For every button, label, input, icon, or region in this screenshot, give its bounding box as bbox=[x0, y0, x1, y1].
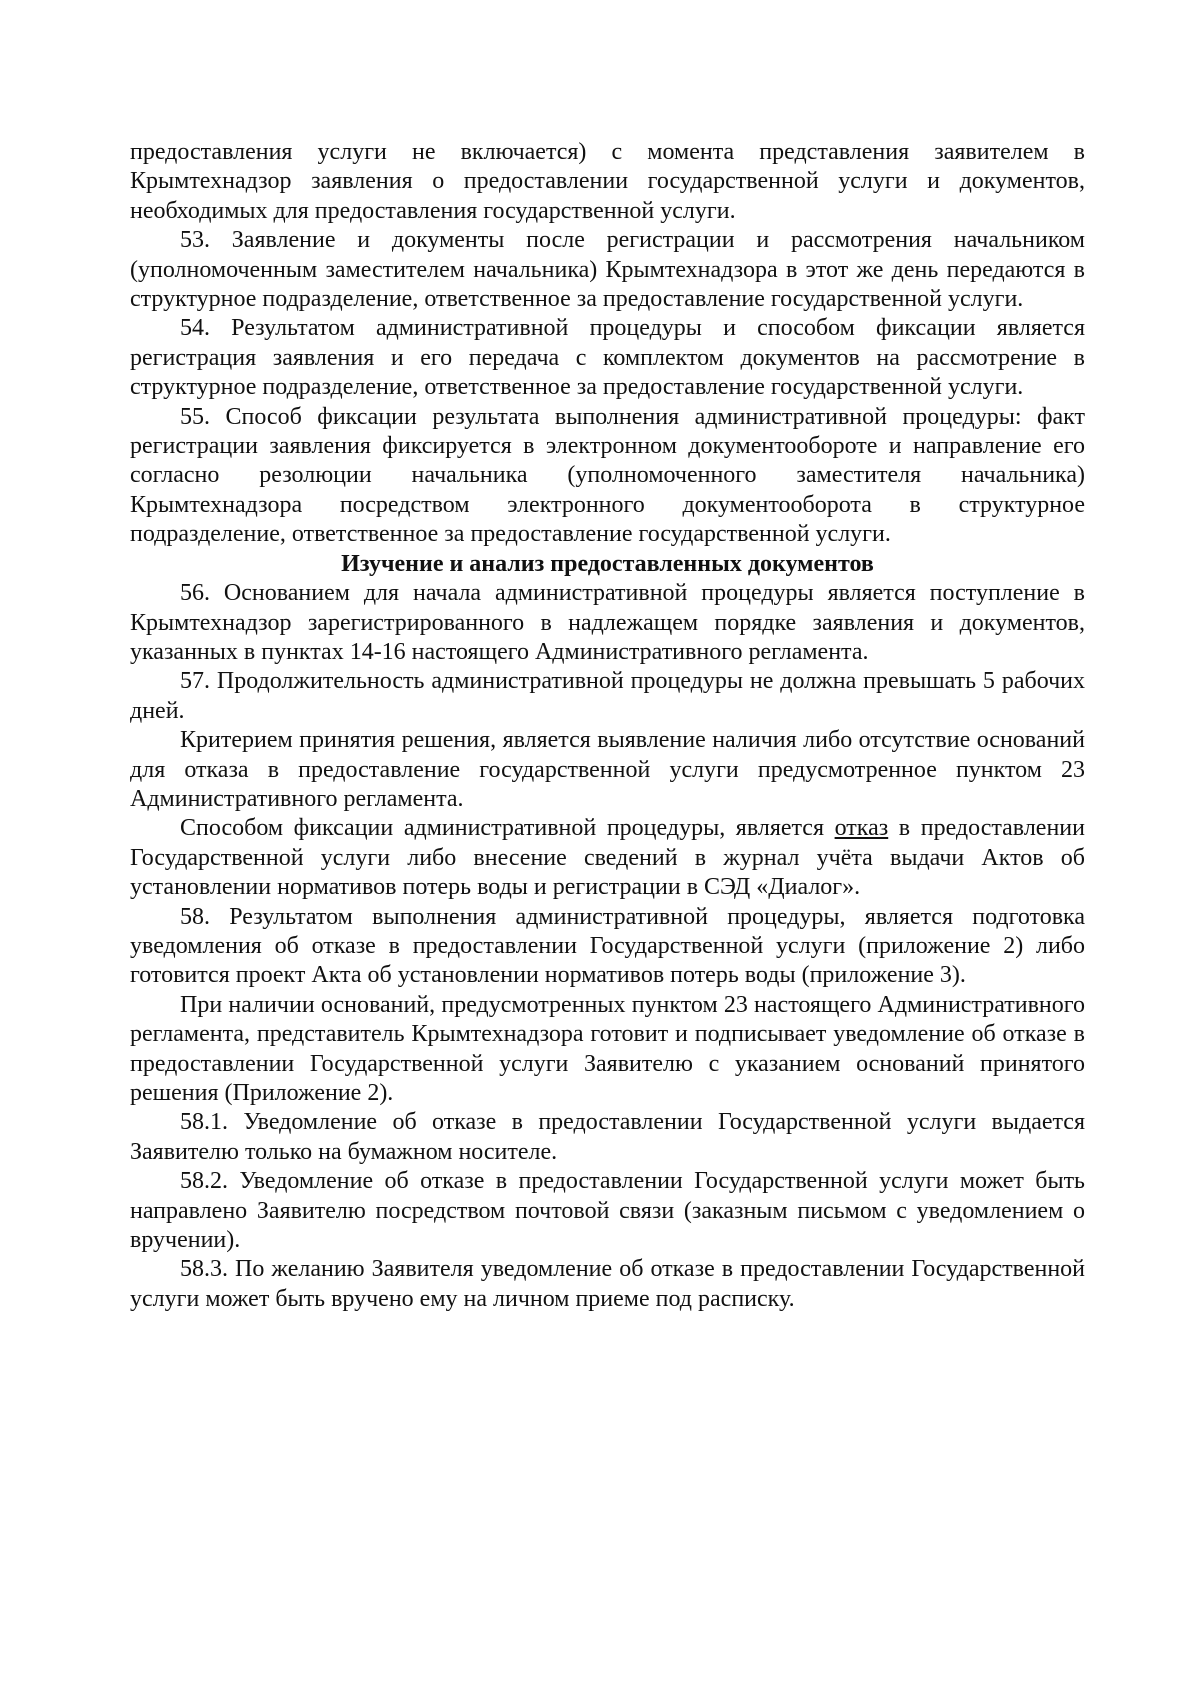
document-page bbox=[130, 138, 1085, 1314]
section-heading: Изучение и анализ предоставленных документов bbox=[341, 550, 874, 577]
paragraph-56: 56. Основанием для начала административной процедуры является поступление в Крымтехнадзор зарегистрированного в надлежащем порядке заявления и документов, указанных в пунктах 14-16 настоящего Административного регламента. bbox=[130, 580, 1085, 665]
fixation-text-before: Способом фиксации административной процедуры, является bbox=[180, 815, 835, 842]
paragraph-58: 58. Результатом выполнения административной процедуры, является подготовка уведомления об отказе в предоставлении Государственной услуги (приложение 2) либо готовится проект Акта об установлении нормативов потерь воды (приложение 3). bbox=[130, 903, 1085, 989]
paragraph-58-2: 58.2. Уведомление об отказе в предоставлении Государственной услуги может быть направлено Заявителю посредством почтовой связи (заказным письмом с уведомлением о вручении). bbox=[130, 1168, 1085, 1254]
paragraph-58-1: 58.1. Уведомление об отказе в предоставлении Государственной услуги выдается Заявителю только на бумажном носителе. bbox=[130, 1109, 1085, 1165]
paragraph-53: 53. Заявление и документы после регистрации и рассмотрения начальником (уполномоченным заместителем начальника) Крымтехнадзора в этот же день передаются в структурное подразделение, ответственное за предоставление государственной услуги. bbox=[130, 227, 1085, 313]
paragraph-continuation: предоставления услуги не включается) с момента представления заявителем в Крымтехнадзор заявления о предоставлении государственной услуги и документов, необходимых для предоставления государственной услуги. bbox=[130, 139, 1085, 224]
paragraph-57: 57. Продолжительность административной процедуры не должна превышать 5 рабочих дней. bbox=[130, 668, 1085, 724]
paragraph-57-fixation bbox=[130, 814, 1085, 902]
fixation-text-after: в предоставлении Государственной услуги либо внесение сведений в журнал учёта выдачи Актов об установлении нормативов потерь воды и регистрации в СЭД «Диалог». bbox=[130, 815, 1085, 901]
paragraph-55: 55. Способ фиксации результата выполнения административной процедуры: факт регистрации заявления фиксируется в электронном документообороте и направление его согласно резолюции начальника (уполномоченного заместителя начальника) Крымтехнадзора посредством электронного документооборота в структурное подразделение, ответственное за предоставление государственной услуги. bbox=[130, 403, 1085, 548]
paragraph-54: 54. Результатом административной процедуры и способом фиксации является регистрация заявления и его передача с комплектом документов на рассмотрение в структурное подразделение, ответственное за предоставление государственной услуги. bbox=[130, 315, 1085, 401]
paragraph-58-3: 58.3. По желанию Заявителя уведомление об отказе в предоставлении Государственной услуги может быть вручено ему на личном приеме под расписку. bbox=[130, 1256, 1085, 1312]
underlined-word-refusal: отказ bbox=[834, 815, 889, 842]
paragraph-57-criterion: Критерием принятия решения, является выявление наличия либо отсутствие оснований для отказа в предоставление государственной услуги предусмотренное пунктом 23 Административного регламента. bbox=[130, 727, 1085, 812]
paragraph-58-grounds: При наличии оснований, предусмотренных пунктом 23 настоящего Административного регламента, представитель Крымтехнадзора готовит и подписывает уведомление об отказе в предоставлении Государственной услуги Заявителю с указанием оснований принятого решения (Приложение 2). bbox=[130, 991, 1085, 1106]
